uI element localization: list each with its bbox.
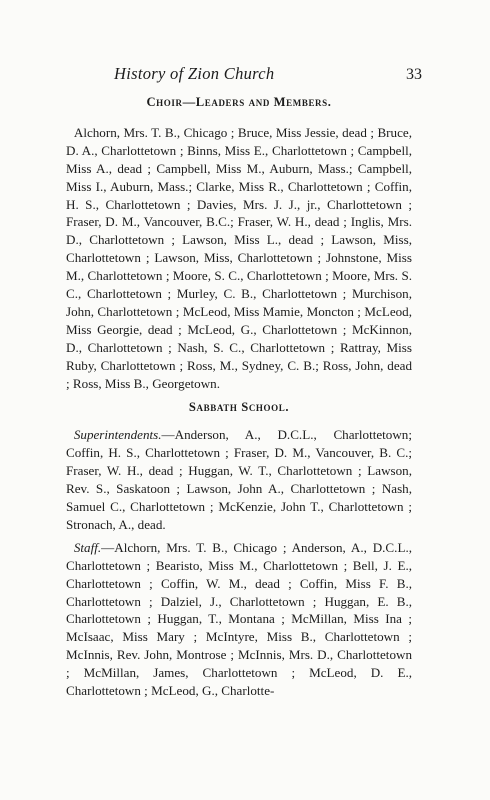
text-block xyxy=(66,92,412,700)
paragraph-staff xyxy=(66,539,412,700)
staff-label: Staff. xyxy=(73,539,102,555)
page-number: 33 xyxy=(406,66,422,83)
staff-text: —Alchorn, Mrs. T. B., Chicago ; Anderson, A., D.C.L., Charlottetown ; Bearisto, Miss M., Charlottetown ; Bell, J. E., Charlottetown ; Coffin, W. M., dead ; Coffin, Miss F. B., Charlottetown ; Dalziel, J., Charlottetown ; Huggan, E. B., Charlottetown ; Huggan, T., Montana ; McMillan, Miss Ina ; McIsaac, Miss Mary ; McIntyre, Miss B., Charlottetown ; McInnis, Rev. John, Montrose ; McInnis, Mrs. D., Charlottetown ; McMillan, James, Charlottetown ; McLeod, D. E., Charlottetown ; McLeod, G., Charlotte- xyxy=(66,539,412,699)
superintendents-text: —Anderson, A., D.C.L., Charlottetown; Coffin, H. S., Charlottetown ; Fraser, D. M., Vancouver, B. C.; Fraser, W. H., dead ; Huggan, W. T., Charlottetown ; Lawson, Rev. S., Saskatoon ; Lawson, John A., Charlottetown ; Nash, Samuel C., Charlottetown ; McKenzie, John T., Charlottetown ; Stronach, A., dead. xyxy=(66,427,412,532)
paragraph-choir-members: Alchorn, Mrs. T. B., Chicago ; Bruce, Miss Jessie, dead ; Bruce, D. A., Charlottetown ; Binns, Miss E., Charlottetown ; Campbell, Miss A., dead ; Campbell, Miss M., Auburn, Mass.; Campbell, Miss I., Auburn, Mass.; Clarke, Miss R., Charlottetown ; Coffin, H. S., Charlottetown ; Davies, Mrs. J. J., jr., Charlottetown ; Fraser, D. M., Vancouver, B.C.; Fraser, W. H., dead ; Inglis, Mrs. D., Charlottetown ; Lawson, Miss L., dead ; Lawson, Miss, Charlottetown ; Lawson, Miss, Charlottetown ; Johnstone, Miss M., Charlottetown ; Moore, S. C., Charlottetown ; Moore, Mrs. S. C., Charlottetown ; Murley, C. B., Charlottetown ; Murchison, John, Charlottetown ; McLeod, Miss Mamie, Moncton ; McLeod, Miss Georgie, dead ; McLeod, G., Charlottetown ; McKinnon, D., Charlottetown ; Nash, S. C., Charlottetown ; Rattray, Miss Ruby, Charlottetown ; Ross, M., Sydney, C. B.; Ross, John, dead ; Ross, Miss B., Georgetown. xyxy=(66,124,412,391)
section-heading-sabbath-school: Sabbath School. xyxy=(188,399,290,414)
section-heading-choir: Choir—Leaders and Members. xyxy=(146,95,332,109)
running-head xyxy=(0,64,490,88)
superintendents-label: Superintendents. xyxy=(73,427,162,443)
paragraph-superintendents xyxy=(66,426,412,533)
running-title: History of Zion Church xyxy=(114,64,275,83)
